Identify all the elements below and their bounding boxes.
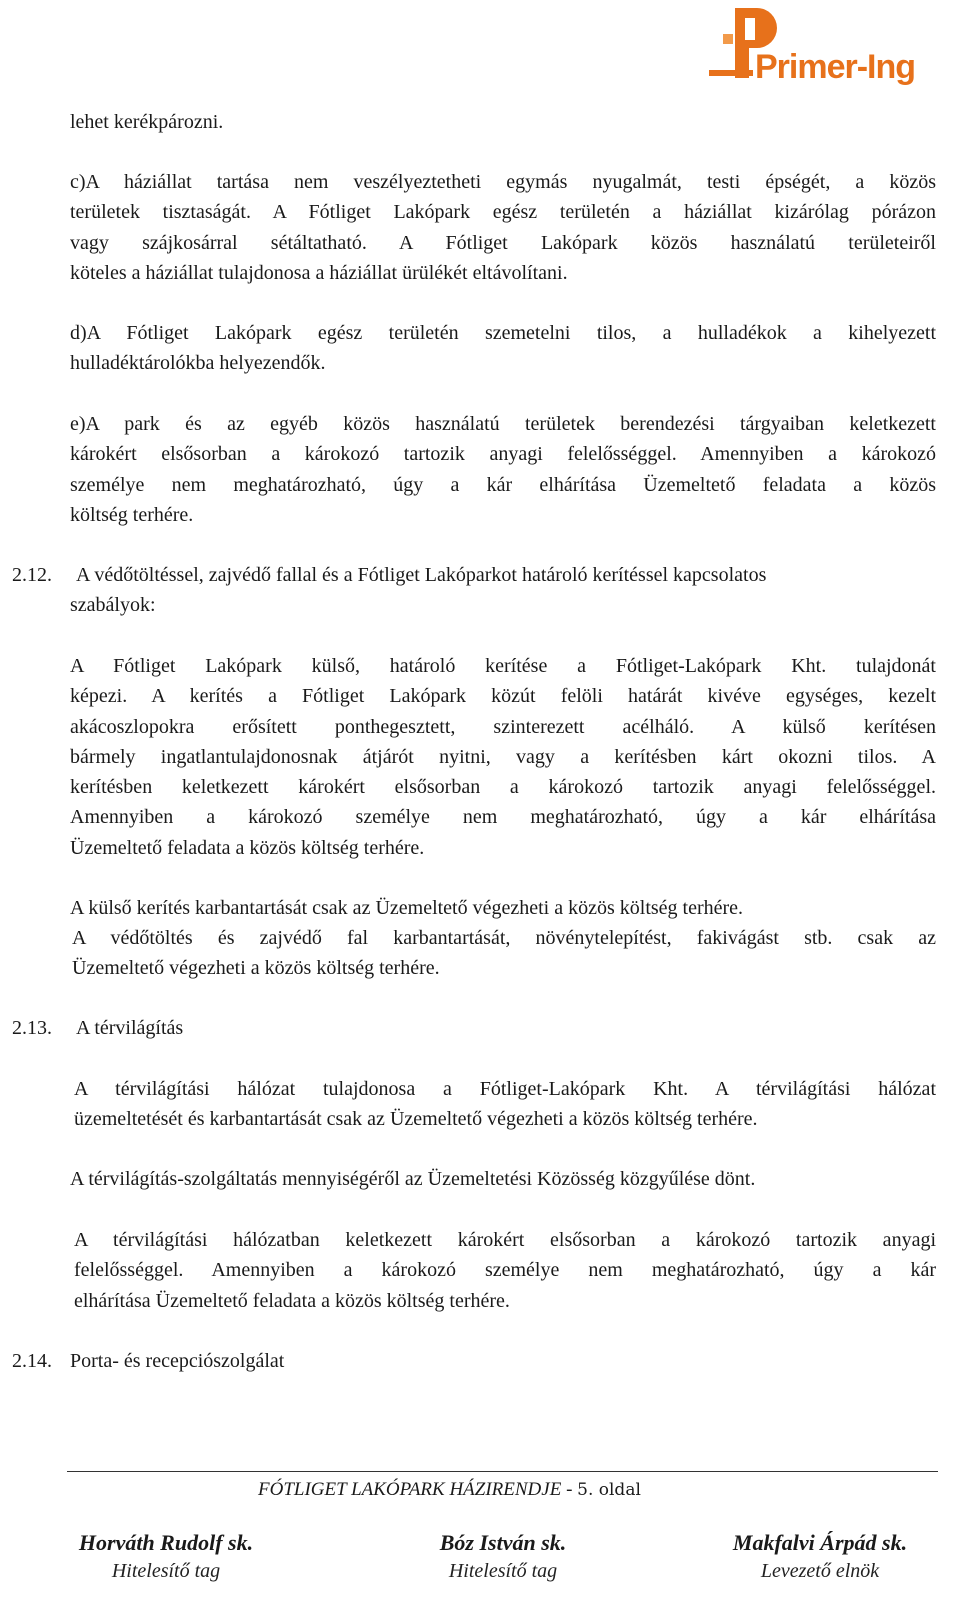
signature-block: [720, 1529, 920, 1585]
section-number: 2.14.: [12, 1350, 52, 1372]
section-title: Porta- és recepciószolgálat: [70, 1350, 285, 1372]
page-number: 5. oldal: [577, 1480, 641, 1500]
section-title-cont: szabályok:: [70, 594, 156, 617]
text-line: hulladéktárolókba helyezendők.: [70, 352, 326, 375]
paragraph-lighting-amount: [70, 1164, 936, 1194]
text-line: A térvilágítási hálózatban keletkezett károkért elsősorban a károkozó tartozik anyagi: [74, 1229, 936, 1251]
paragraph-d: [70, 318, 936, 379]
text-line: elhárítása Üzemeltető feladata a közös költség terhére.: [74, 1289, 510, 1312]
signer-name: Horváth Rudolf sk.: [78, 1530, 254, 1555]
section-title: A térvilágítás: [76, 1017, 184, 1039]
text-line: A külső kerítés karbantartását csak az Üzemeltető végezheti a közös költség terhére.: [70, 897, 744, 919]
paragraph-lighting-owner: [74, 1074, 936, 1135]
signer-role: Hitelesítő tag: [111, 1560, 221, 1582]
text-line: d)A Fótliget Lakópark egész területén szemetelni tilos, a hulladékok a kihelyezett: [70, 322, 936, 344]
paragraph-lighting-damage: [74, 1225, 936, 1316]
text-line: üzemeltetését és karbantartását csak az Üzemeltető végezheti a közös költség terhére.: [74, 1108, 758, 1131]
section-heading-2-14: [12, 1346, 936, 1376]
text-line: A Fótliget Lakópark külső, határoló kerítése a Fótliget-Lakópark Kht. tulajdonát: [70, 655, 936, 677]
text-line: területek tisztaságát. A Fótliget Lakópark egész területén a háziállat kizárólag pórázon: [70, 201, 936, 224]
text-line: Üzemeltető feladata a közös költség terhére.: [70, 836, 425, 859]
paragraph-continuation: [70, 107, 936, 137]
company-logo: [705, 4, 945, 96]
text-line: A térvilágítási hálózat tulajdonosa a Fótliget-Lakópark Kht. A térvilágítási hálózat: [74, 1078, 936, 1100]
text-line: költség terhére.: [70, 503, 194, 526]
text-line: vagy szájkosárral sétáltatható. A Fótliget Lakópark közös használatú területeiről: [70, 231, 936, 254]
signer-name: Bóz István sk.: [439, 1530, 567, 1555]
signature-block: [68, 1529, 264, 1585]
footer-title: [258, 1478, 641, 1502]
text-line: képezi. A kerítés a Fótliget Lakópark közút felöli határát kivéve egységes, kezelt: [70, 685, 936, 708]
footer-divider: [67, 1471, 938, 1472]
text-line: személye nem meghatározható, úgy a kár elhárítása Üzemeltető feladata a közös: [70, 473, 936, 496]
text-line: bármely ingatlantulajdonosnak átjárót nyitni, vagy a kerítésben kárt okozni tilos. A: [70, 745, 936, 768]
signer-role: Levezető elnök: [760, 1560, 880, 1582]
footer-doc-title: FÓTLIGET LAKÓPARK HÁZIRENDJE -: [258, 1479, 573, 1500]
text-line: A térvilágítás-szolgáltatás mennyiségéről az Üzemeltetési Közösség közgyűlése dönt.: [70, 1168, 756, 1190]
paragraph-fence: [70, 651, 936, 863]
section-title: A védőtöltéssel, zajvédő fallal és a Fótliget Lakóparkot határoló kerítéssel kapcsolatos: [76, 564, 767, 586]
paragraph-e: [70, 409, 936, 530]
section-heading-2-12: [12, 560, 936, 621]
text-line: Üzemeltető végezheti a közös költség terhére.: [72, 957, 440, 980]
signature-block: [426, 1529, 580, 1585]
paragraph-c: [70, 167, 936, 288]
signer-role: Hitelesítő tag: [448, 1560, 558, 1582]
section-number: 2.13.: [12, 1017, 52, 1039]
text-line: c)A háziállat tartása nem veszélyeztetheti egymás nyugalmát, testi épségét, a közös: [70, 171, 936, 193]
text-line: e)A park és az egyéb közös használatú területek berendezési tárgyaiban keletkezett: [70, 413, 936, 435]
paragraph-fence-maintenance: [70, 893, 936, 923]
signer-name: Makfalvi Árpád sk.: [732, 1530, 908, 1555]
text-line: A védőtöltés és zajvédő fal karbantartását, növénytelepítést, fakivágást stb. csak az: [72, 927, 936, 949]
text-line: akácoszlopokra erősített ponthegesztett, szinterezett acélháló. A külső kerítésen: [70, 715, 936, 738]
text-line: lehet kerékpározni.: [70, 111, 224, 133]
paragraph-wall-maintenance: [72, 923, 936, 984]
text-line: kerítésben keletkezett károkért elsősorban a károkozó tartozik anyagi felelősséggel.: [70, 776, 936, 799]
text-line: felelősséggel. Amennyiben a károkozó személye nem meghatározható, úgy a kár: [74, 1259, 936, 1282]
logo-wordmark: Primer-Ing: [755, 48, 916, 86]
text-line: Amennyiben a károkozó személye nem meghatározható, úgy a kár elhárítása: [70, 806, 936, 829]
section-heading-2-13: [12, 1013, 936, 1043]
section-number: 2.12.: [12, 564, 52, 586]
text-line: károkért elsősorban a károkozó tartozik anyagi felelősséggel. Amennyiben a károkozó: [70, 443, 936, 466]
text-line: köteles a háziállat tulajdonosa a háziállat ürülékét eltávolítani.: [70, 261, 568, 284]
